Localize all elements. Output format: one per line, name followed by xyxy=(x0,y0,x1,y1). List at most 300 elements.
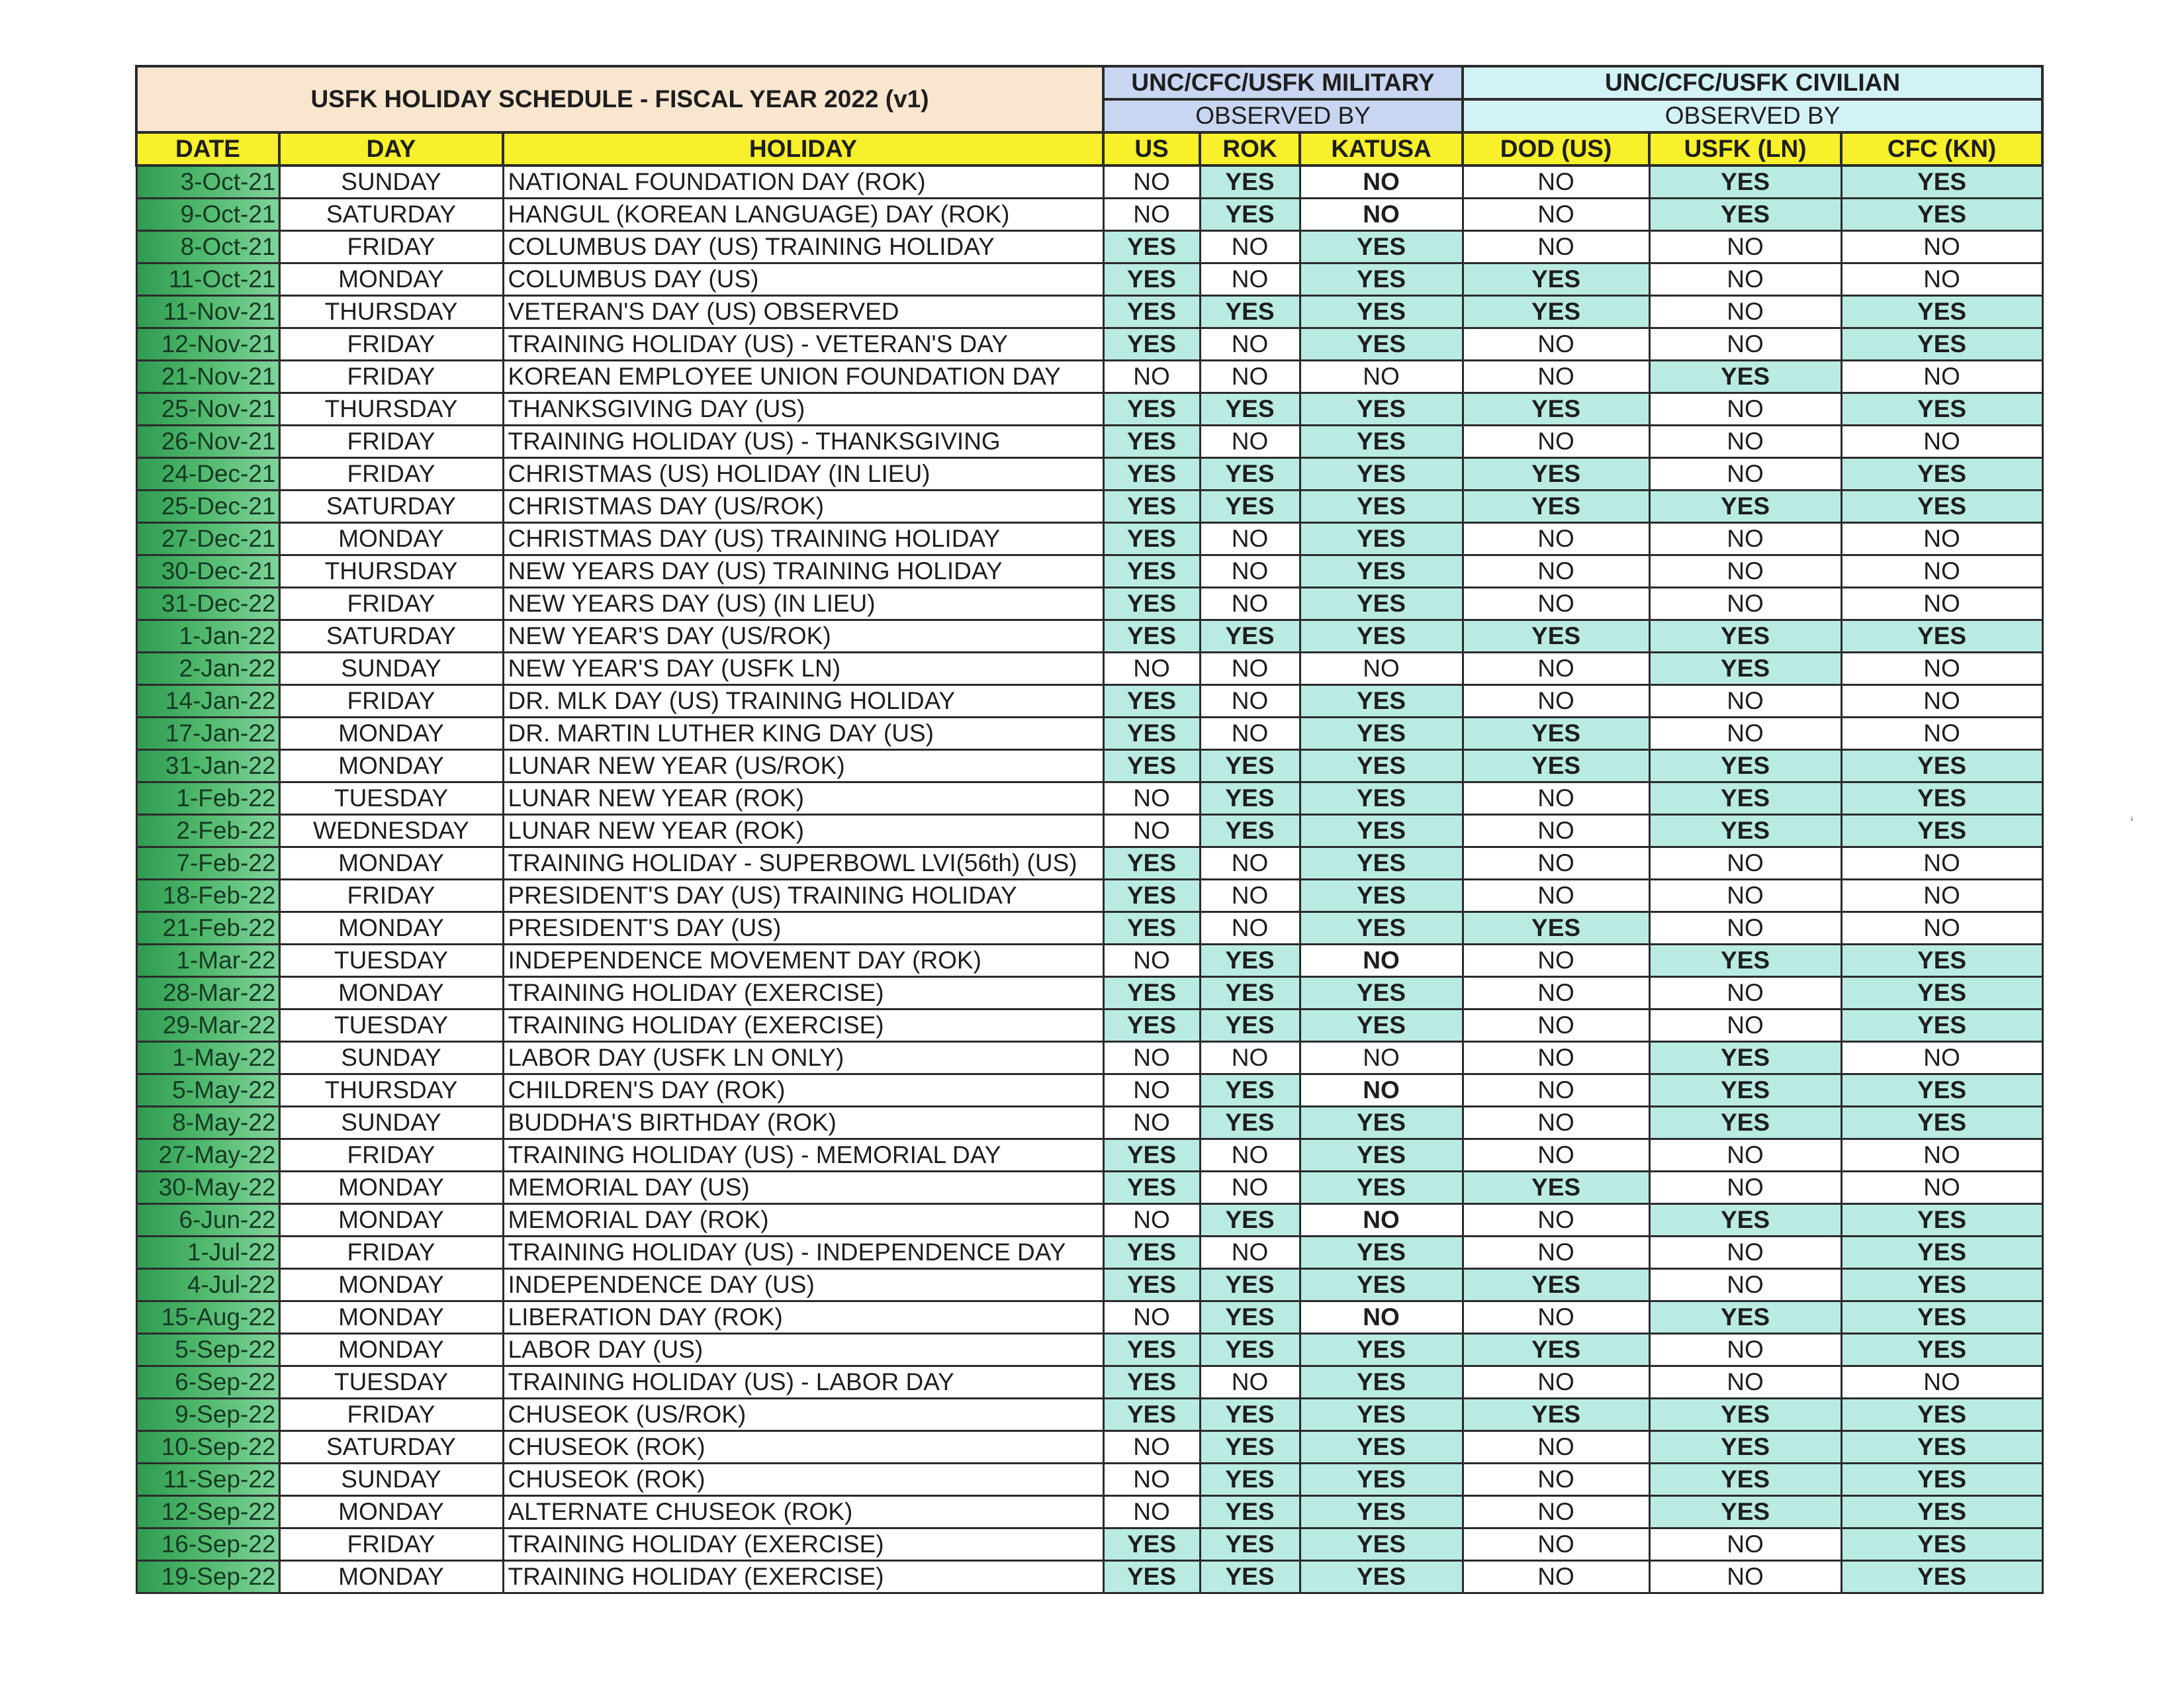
katusa-cell: NO xyxy=(1300,945,1463,977)
holiday-name-cell: TRAINING HOLIDAY (US) - VETERAN'S DAY xyxy=(503,328,1103,361)
usfk-ln-cell: NO xyxy=(1649,231,1841,263)
cfc-kn-cell: YES xyxy=(1841,328,2042,361)
holiday-name-cell: NEW YEAR'S DAY (US/ROK) xyxy=(503,620,1103,653)
date-cell: 15-Aug-22 xyxy=(136,1301,279,1334)
date-cell: 30-May-22 xyxy=(136,1172,279,1204)
katusa-cell: YES xyxy=(1300,296,1463,328)
holiday-name-cell: LUNAR NEW YEAR (US/ROK) xyxy=(503,750,1103,782)
usfk-ln-cell: NO xyxy=(1649,847,1841,880)
us-cell: NO xyxy=(1103,1204,1200,1237)
rok-cell: YES xyxy=(1200,1009,1300,1042)
day-cell: SATURDAY xyxy=(279,1431,503,1464)
day-cell: TUESDAY xyxy=(279,782,503,815)
usfk-ln-cell: NO xyxy=(1649,588,1841,620)
cfc-kn-cell: YES xyxy=(1841,1074,2042,1107)
date-cell: 2-Jan-22 xyxy=(136,653,279,685)
rok-cell: YES xyxy=(1200,815,1300,847)
table-row xyxy=(136,296,2042,328)
cfc-kn-cell: NO xyxy=(1841,523,2042,555)
rok-cell: YES xyxy=(1200,199,1300,231)
rok-cell: YES xyxy=(1200,945,1300,977)
rok-cell: YES xyxy=(1200,1464,1300,1496)
day-cell: SUNDAY xyxy=(279,1042,503,1074)
holiday-rows xyxy=(136,165,2042,1593)
holiday-name-cell: TRAINING HOLIDAY (US) - MEMORIAL DAY xyxy=(503,1139,1103,1172)
cfc-kn-cell: YES xyxy=(1841,750,2042,782)
us-cell: YES xyxy=(1103,847,1200,880)
katusa-cell: YES xyxy=(1300,263,1463,296)
katusa-cell: YES xyxy=(1300,588,1463,620)
dod-us-cell: NO xyxy=(1463,1139,1649,1172)
dod-us-cell: NO xyxy=(1463,555,1649,588)
holiday-name-cell: PRESIDENT'S DAY (US) xyxy=(503,912,1103,945)
day-cell: MONDAY xyxy=(279,1204,503,1237)
dod-us-cell: NO xyxy=(1463,426,1649,458)
dod-us-cell: NO xyxy=(1463,1204,1649,1237)
dod-us-cell: YES xyxy=(1463,393,1649,426)
cfc-kn-cell: NO xyxy=(1841,718,2042,750)
usfk-ln-cell: YES xyxy=(1649,1301,1841,1334)
katusa-cell: YES xyxy=(1300,847,1463,880)
date-cell: 28-Mar-22 xyxy=(136,977,279,1009)
cfc-kn-cell: YES xyxy=(1841,782,2042,815)
katusa-cell: YES xyxy=(1300,1528,1463,1561)
rok-cell: YES xyxy=(1200,620,1300,653)
usfk-ln-cell: NO xyxy=(1649,1334,1841,1366)
date-cell: 16-Sep-22 xyxy=(136,1528,279,1561)
day-cell: FRIDAY xyxy=(279,685,503,718)
day-cell: SUNDAY xyxy=(279,1107,503,1139)
date-cell: 31-Jan-22 xyxy=(136,750,279,782)
date-cell: 10-Sep-22 xyxy=(136,1431,279,1464)
dod-us-cell: NO xyxy=(1463,231,1649,263)
table-row xyxy=(136,1464,2042,1496)
holiday-name-cell: THANKSGIVING DAY (US) xyxy=(503,393,1103,426)
cfc-kn-cell: NO xyxy=(1841,231,2042,263)
day-cell: MONDAY xyxy=(279,263,503,296)
holiday-name-cell: INDEPENDENCE MOVEMENT DAY (ROK) xyxy=(503,945,1103,977)
holiday-name-cell: CHILDREN'S DAY (ROK) xyxy=(503,1074,1103,1107)
holiday-name-cell: HANGUL (KOREAN LANGUAGE) DAY (ROK) xyxy=(503,199,1103,231)
table-row xyxy=(136,393,2042,426)
cfc-kn-cell: NO xyxy=(1841,555,2042,588)
table-row xyxy=(136,555,2042,588)
dod-us-cell: NO xyxy=(1463,782,1649,815)
holiday-name-cell: DR. MLK DAY (US) TRAINING HOLIDAY xyxy=(503,685,1103,718)
dod-us-cell: NO xyxy=(1463,1464,1649,1496)
day-cell: MONDAY xyxy=(279,1172,503,1204)
dod-us-cell: NO xyxy=(1463,165,1649,199)
cfc-kn-cell: NO xyxy=(1841,685,2042,718)
rok-cell: NO xyxy=(1200,718,1300,750)
katusa-cell: YES xyxy=(1300,1464,1463,1496)
usfk-ln-cell: NO xyxy=(1649,296,1841,328)
rok-cell: NO xyxy=(1200,523,1300,555)
day-cell: FRIDAY xyxy=(279,880,503,912)
schedule-title: USFK HOLIDAY SCHEDULE - FISCAL YEAR 2022 (v1) xyxy=(136,66,1103,132)
date-cell: 19-Sep-22 xyxy=(136,1561,279,1593)
katusa-cell: YES xyxy=(1300,1139,1463,1172)
rok-cell: NO xyxy=(1200,847,1300,880)
rok-cell: NO xyxy=(1200,1172,1300,1204)
dod-us-cell: NO xyxy=(1463,815,1649,847)
katusa-cell: YES xyxy=(1300,1561,1463,1593)
katusa-cell: YES xyxy=(1300,1237,1463,1269)
table-row xyxy=(136,653,2042,685)
column-header-katusa: KATUSA xyxy=(1300,132,1463,165)
holiday-name-cell: TRAINING HOLIDAY - SUPERBOWL LVI(56th) (US) xyxy=(503,847,1103,880)
column-header-usfk-ln: USFK (LN) xyxy=(1649,132,1841,165)
day-cell: THURSDAY xyxy=(279,555,503,588)
cfc-kn-cell: YES xyxy=(1841,393,2042,426)
us-cell: NO xyxy=(1103,782,1200,815)
usfk-ln-cell: YES xyxy=(1649,491,1841,523)
holiday-name-cell: BUDDHA'S BIRTHDAY (ROK) xyxy=(503,1107,1103,1139)
katusa-cell: YES xyxy=(1300,782,1463,815)
holiday-name-cell: NEW YEARS DAY (US) TRAINING HOLIDAY xyxy=(503,555,1103,588)
us-cell: YES xyxy=(1103,1139,1200,1172)
rok-cell: YES xyxy=(1200,1431,1300,1464)
us-cell: YES xyxy=(1103,426,1200,458)
us-cell: YES xyxy=(1103,977,1200,1009)
table-row xyxy=(136,199,2042,231)
holiday-name-cell: NATIONAL FOUNDATION DAY (ROK) xyxy=(503,165,1103,199)
day-cell: FRIDAY xyxy=(279,1139,503,1172)
date-cell: 31-Dec-22 xyxy=(136,588,279,620)
rok-cell: YES xyxy=(1200,1074,1300,1107)
dod-us-cell: NO xyxy=(1463,1237,1649,1269)
us-cell: NO xyxy=(1103,1431,1200,1464)
holiday-name-cell: COLUMBUS DAY (US) xyxy=(503,263,1103,296)
day-cell: MONDAY xyxy=(279,718,503,750)
usfk-ln-cell: YES xyxy=(1649,1464,1841,1496)
us-cell: YES xyxy=(1103,1237,1200,1269)
rok-cell: YES xyxy=(1200,1334,1300,1366)
day-cell: WEDNESDAY xyxy=(279,815,503,847)
day-cell: SUNDAY xyxy=(279,1464,503,1496)
cfc-kn-cell: YES xyxy=(1841,1107,2042,1139)
dod-us-cell: NO xyxy=(1463,1496,1649,1528)
dod-us-cell: YES xyxy=(1463,491,1649,523)
holiday-name-cell: CHUSEOK (ROK) xyxy=(503,1464,1103,1496)
rok-cell: YES xyxy=(1200,1107,1300,1139)
cfc-kn-cell: NO xyxy=(1841,1366,2042,1399)
usfk-ln-cell: YES xyxy=(1649,782,1841,815)
date-cell: 3-Oct-21 xyxy=(136,165,279,199)
table-row xyxy=(136,1334,2042,1366)
us-cell: YES xyxy=(1103,458,1200,491)
table-row xyxy=(136,782,2042,815)
holiday-name-cell: TRAINING HOLIDAY (EXERCISE) xyxy=(503,1561,1103,1593)
cfc-kn-cell: NO xyxy=(1841,426,2042,458)
date-cell: 24-Dec-21 xyxy=(136,458,279,491)
usfk-ln-cell: YES xyxy=(1649,1431,1841,1464)
usfk-ln-cell: NO xyxy=(1649,1237,1841,1269)
dod-us-cell: YES xyxy=(1463,296,1649,328)
day-cell: FRIDAY xyxy=(279,361,503,393)
scan-mark: ‘ xyxy=(2130,813,2134,835)
table-row xyxy=(136,1269,2042,1301)
katusa-cell: YES xyxy=(1300,1172,1463,1204)
cfc-kn-cell: YES xyxy=(1841,458,2042,491)
table-row xyxy=(136,1107,2042,1139)
us-cell: YES xyxy=(1103,1561,1200,1593)
date-cell: 11-Sep-22 xyxy=(136,1464,279,1496)
katusa-cell: YES xyxy=(1300,1107,1463,1139)
katusa-cell: YES xyxy=(1300,977,1463,1009)
us-cell: YES xyxy=(1103,491,1200,523)
cfc-kn-cell: NO xyxy=(1841,361,2042,393)
column-header-us: US xyxy=(1103,132,1200,165)
holiday-name-cell: CHRISTMAS (US) HOLIDAY (IN LIEU) xyxy=(503,458,1103,491)
usfk-ln-cell: YES xyxy=(1649,361,1841,393)
holiday-name-cell: DR. MARTIN LUTHER KING DAY (US) xyxy=(503,718,1103,750)
usfk-ln-cell: YES xyxy=(1649,1204,1841,1237)
table-row xyxy=(136,945,2042,977)
rok-cell: YES xyxy=(1200,296,1300,328)
date-cell: 4-Jul-22 xyxy=(136,1269,279,1301)
day-cell: FRIDAY xyxy=(279,231,503,263)
katusa-cell: NO xyxy=(1300,165,1463,199)
holiday-name-cell: LIBERATION DAY (ROK) xyxy=(503,1301,1103,1334)
holiday-name-cell: KOREAN EMPLOYEE UNION FOUNDATION DAY xyxy=(503,361,1103,393)
day-cell: SUNDAY xyxy=(279,653,503,685)
rok-cell: YES xyxy=(1200,1496,1300,1528)
usfk-ln-cell: NO xyxy=(1649,685,1841,718)
cfc-kn-cell: YES xyxy=(1841,165,2042,199)
cfc-kn-cell: YES xyxy=(1841,1561,2042,1593)
column-header-day: DAY xyxy=(279,132,503,165)
date-cell: 18-Feb-22 xyxy=(136,880,279,912)
katusa-cell: NO xyxy=(1300,653,1463,685)
us-cell: NO xyxy=(1103,1042,1200,1074)
dod-us-cell: YES xyxy=(1463,263,1649,296)
rok-cell: NO xyxy=(1200,555,1300,588)
rok-cell: YES xyxy=(1200,1301,1300,1334)
day-cell: MONDAY xyxy=(279,1301,503,1334)
katusa-cell: YES xyxy=(1300,815,1463,847)
katusa-cell: YES xyxy=(1300,880,1463,912)
holiday-name-cell: CHUSEOK (US/ROK) xyxy=(503,1399,1103,1431)
day-cell: SATURDAY xyxy=(279,620,503,653)
rok-cell: YES xyxy=(1200,1528,1300,1561)
date-cell: 2-Feb-22 xyxy=(136,815,279,847)
cfc-kn-cell: NO xyxy=(1841,588,2042,620)
dod-us-cell: NO xyxy=(1463,361,1649,393)
table-row xyxy=(136,815,2042,847)
column-header-cfc-kn: CFC (KN) xyxy=(1841,132,2042,165)
us-cell: NO xyxy=(1103,653,1200,685)
rok-cell: YES xyxy=(1200,1561,1300,1593)
rok-cell: YES xyxy=(1200,977,1300,1009)
rok-cell: NO xyxy=(1200,1042,1300,1074)
holiday-name-cell: TRAINING HOLIDAY (US) - THANKSGIVING xyxy=(503,426,1103,458)
holiday-name-cell: VETERAN'S DAY (US) OBSERVED xyxy=(503,296,1103,328)
rok-cell: NO xyxy=(1200,685,1300,718)
us-cell: YES xyxy=(1103,231,1200,263)
us-cell: YES xyxy=(1103,393,1200,426)
dod-us-cell: YES xyxy=(1463,912,1649,945)
holiday-name-cell: INDEPENDENCE DAY (US) xyxy=(503,1269,1103,1301)
dod-us-cell: NO xyxy=(1463,199,1649,231)
cfc-kn-cell: NO xyxy=(1841,263,2042,296)
usfk-ln-cell: YES xyxy=(1649,653,1841,685)
us-cell: NO xyxy=(1103,1496,1200,1528)
date-cell: 1-Mar-22 xyxy=(136,945,279,977)
rok-cell: NO xyxy=(1200,426,1300,458)
holiday-name-cell: LUNAR NEW YEAR (ROK) xyxy=(503,815,1103,847)
table-row xyxy=(136,1399,2042,1431)
katusa-cell: NO xyxy=(1300,199,1463,231)
table-row xyxy=(136,1172,2042,1204)
katusa-cell: YES xyxy=(1300,1496,1463,1528)
holiday-name-cell: NEW YEARS DAY (US) (IN LIEU) xyxy=(503,588,1103,620)
table-row xyxy=(136,718,2042,750)
cfc-kn-cell: YES xyxy=(1841,199,2042,231)
holiday-name-cell: LABOR DAY (USFK LN ONLY) xyxy=(503,1042,1103,1074)
katusa-cell: NO xyxy=(1300,1301,1463,1334)
us-cell: YES xyxy=(1103,750,1200,782)
dod-us-cell: NO xyxy=(1463,880,1649,912)
date-cell: 6-Sep-22 xyxy=(136,1366,279,1399)
katusa-cell: YES xyxy=(1300,1431,1463,1464)
column-header-dod-us: DOD (US) xyxy=(1463,132,1649,165)
holiday-name-cell: NEW YEAR'S DAY (USFK LN) xyxy=(503,653,1103,685)
table-row xyxy=(136,458,2042,491)
usfk-ln-cell: NO xyxy=(1649,1269,1841,1301)
table-row xyxy=(136,328,2042,361)
usfk-ln-cell: NO xyxy=(1649,1009,1841,1042)
rok-cell: YES xyxy=(1200,1399,1300,1431)
us-cell: YES xyxy=(1103,263,1200,296)
usfk-ln-cell: NO xyxy=(1649,426,1841,458)
us-cell: YES xyxy=(1103,1334,1200,1366)
us-cell: NO xyxy=(1103,199,1200,231)
table-row xyxy=(136,880,2042,912)
dod-us-cell: YES xyxy=(1463,620,1649,653)
date-cell: 7-Feb-22 xyxy=(136,847,279,880)
dod-us-cell: YES xyxy=(1463,458,1649,491)
katusa-cell: YES xyxy=(1300,231,1463,263)
day-cell: FRIDAY xyxy=(279,458,503,491)
usfk-ln-cell: YES xyxy=(1649,1074,1841,1107)
rok-cell: YES xyxy=(1200,393,1300,426)
holiday-name-cell: CHUSEOK (ROK) xyxy=(503,1431,1103,1464)
table-row xyxy=(136,1431,2042,1464)
cfc-kn-cell: NO xyxy=(1841,653,2042,685)
table-row xyxy=(136,1204,2042,1237)
us-cell: NO xyxy=(1103,165,1200,199)
katusa-cell: NO xyxy=(1300,1074,1463,1107)
katusa-cell: YES xyxy=(1300,491,1463,523)
usfk-ln-cell: YES xyxy=(1649,199,1841,231)
day-cell: MONDAY xyxy=(279,1334,503,1366)
us-cell: NO xyxy=(1103,361,1200,393)
dod-us-cell: NO xyxy=(1463,1301,1649,1334)
katusa-cell: YES xyxy=(1300,393,1463,426)
dod-us-cell: YES xyxy=(1463,750,1649,782)
table-row xyxy=(136,361,2042,393)
dod-us-cell: NO xyxy=(1463,1042,1649,1074)
usfk-ln-cell: NO xyxy=(1649,912,1841,945)
date-cell: 12-Nov-21 xyxy=(136,328,279,361)
day-cell: FRIDAY xyxy=(279,426,503,458)
date-cell: 30-Dec-21 xyxy=(136,555,279,588)
table-row xyxy=(136,1237,2042,1269)
usfk-ln-cell: NO xyxy=(1649,1172,1841,1204)
katusa-cell: YES xyxy=(1300,912,1463,945)
us-cell: NO xyxy=(1103,1301,1200,1334)
cfc-kn-cell: YES xyxy=(1841,1301,2042,1334)
rok-cell: NO xyxy=(1200,588,1300,620)
date-cell: 1-Jul-22 xyxy=(136,1237,279,1269)
us-cell: NO xyxy=(1103,1464,1200,1496)
dod-us-cell: NO xyxy=(1463,1366,1649,1399)
day-cell: THURSDAY xyxy=(279,1074,503,1107)
date-cell: 26-Nov-21 xyxy=(136,426,279,458)
table-row xyxy=(136,491,2042,523)
us-cell: NO xyxy=(1103,945,1200,977)
day-cell: SATURDAY xyxy=(279,199,503,231)
usfk-ln-cell: NO xyxy=(1649,393,1841,426)
day-cell: TUESDAY xyxy=(279,1009,503,1042)
holiday-name-cell: CHRISTMAS DAY (US/ROK) xyxy=(503,491,1103,523)
cfc-kn-cell: NO xyxy=(1841,912,2042,945)
dod-us-cell: NO xyxy=(1463,945,1649,977)
us-cell: YES xyxy=(1103,1528,1200,1561)
us-cell: YES xyxy=(1103,296,1200,328)
date-cell: 9-Oct-21 xyxy=(136,199,279,231)
us-cell: YES xyxy=(1103,328,1200,361)
usfk-ln-cell: NO xyxy=(1649,977,1841,1009)
rok-cell: YES xyxy=(1200,782,1300,815)
dod-us-cell: NO xyxy=(1463,1009,1649,1042)
table-row xyxy=(136,1042,2042,1074)
dod-us-cell: NO xyxy=(1463,1107,1649,1139)
dod-us-cell: NO xyxy=(1463,685,1649,718)
table-row xyxy=(136,1074,2042,1107)
usfk-ln-cell: NO xyxy=(1649,1561,1841,1593)
cfc-kn-cell: YES xyxy=(1841,815,2042,847)
column-header-rok: ROK xyxy=(1200,132,1300,165)
date-cell: 17-Jan-22 xyxy=(136,718,279,750)
rok-cell: NO xyxy=(1200,263,1300,296)
usfk-ln-cell: YES xyxy=(1649,165,1841,199)
table-row xyxy=(136,620,2042,653)
katusa-cell: YES xyxy=(1300,1009,1463,1042)
day-cell: MONDAY xyxy=(279,977,503,1009)
rok-cell: NO xyxy=(1200,1139,1300,1172)
rok-cell: NO xyxy=(1200,231,1300,263)
day-cell: TUESDAY xyxy=(279,945,503,977)
table-row xyxy=(136,847,2042,880)
cfc-kn-cell: NO xyxy=(1841,847,2042,880)
cfc-kn-cell: YES xyxy=(1841,491,2042,523)
dod-us-cell: NO xyxy=(1463,1561,1649,1593)
dod-us-cell: NO xyxy=(1463,1528,1649,1561)
dod-us-cell: NO xyxy=(1463,328,1649,361)
usfk-ln-cell: YES xyxy=(1649,945,1841,977)
table-row xyxy=(136,1139,2042,1172)
katusa-cell: YES xyxy=(1300,328,1463,361)
day-cell: THURSDAY xyxy=(279,296,503,328)
usfk-ln-cell: YES xyxy=(1649,1399,1841,1431)
day-cell: FRIDAY xyxy=(279,1237,503,1269)
table-row xyxy=(136,1366,2042,1399)
katusa-cell: YES xyxy=(1300,1366,1463,1399)
day-cell: FRIDAY xyxy=(279,1399,503,1431)
date-cell: 12-Sep-22 xyxy=(136,1496,279,1528)
